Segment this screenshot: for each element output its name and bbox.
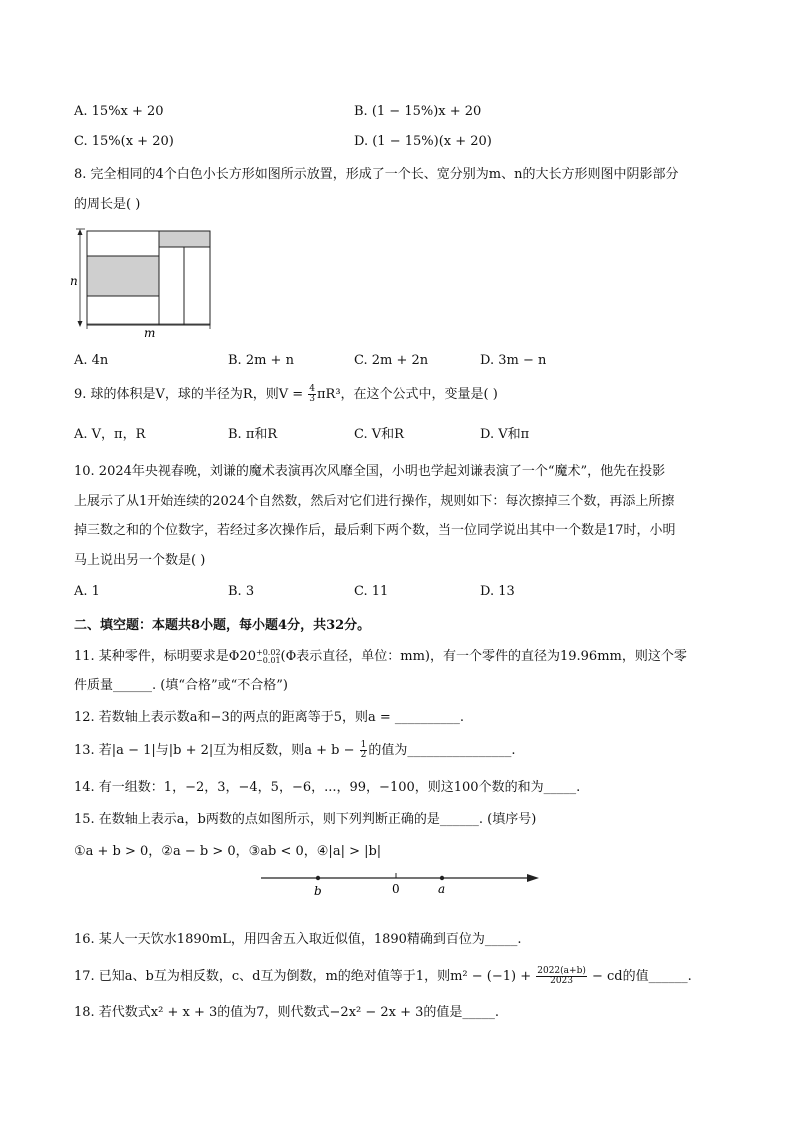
q10-stem-line2: 上展示了从1开始连续的2024个自然数，然后对它们进行操作，规则如下：每次擦掉三个数，再添上所擦 [74,494,675,509]
q15-stem: 15. 在数轴上表示a，b两数的点如图所示，则下列判断正确的是______. (填序号) [74,812,537,827]
q9-stem-pre: 9. 球的体积是V，球的半径为R，则V = [74,387,308,402]
q13-post: 的值为________________. [368,743,516,758]
q17-fraction [536,967,587,986]
q11-tol-up: +0.02 [256,647,281,657]
q17-pre: 17. 已知a、b互为相反数，c、d互为倒数，m的绝对值等于1，则m² − (−1) + [74,969,536,984]
q8-option-a: A. 4n [74,353,109,368]
point-a [440,876,444,880]
q15-number-line [255,866,545,900]
q7-option-a: A. 15%x + 20 [74,104,164,119]
label-b: b [314,884,322,898]
q11-pre: 11. 某种零件，标明要求是Φ20 [74,649,257,664]
q13-pre: 13. 若|a − 1|与|b + 2|互为相反数，则a + b − [74,743,359,758]
q7-option-c: C. 15%(x + 20) [74,134,174,149]
shaded-region-left [87,256,159,296]
q10-stem-line3: 掉三数之和的个位数字，若经过多次操作后，最后剩下两个数，当一位同学说出其中一个数是17时，小明 [74,523,676,538]
q9-frac-den: 3 [309,394,315,404]
q9-fraction [308,385,316,404]
q16-stem: 16. 某人一天饮水1890mL，用四舍五入取近似值，1890精确到百位为_____. [74,932,522,947]
q8-stem-line2: 的周长是( ) [74,197,141,212]
q17-frac-den: 2023 [550,976,573,986]
label-0: 0 [392,882,400,896]
q8-option-b: B. 2m + n [228,353,294,368]
label-a: a [438,882,446,896]
q14-stem: 14. 有一组数：1，−2，3，−4，5，−6，...，99，−100，则这100个数的和为_____. [74,780,581,795]
q10-option-b: B. 3 [228,584,255,599]
q9-stem-post: πR³，在这个公式中，变量是( ) [317,387,498,402]
q10-stem-line1: 10. 2024年央视春晚，刘谦的魔术表演再次风靡全国，小明也学起刘谦表演了一个“魔术”，他先在投影 [74,464,666,479]
q17-frac-num: 2022(a+b) [537,966,586,976]
q13-frac-den: 2 [360,750,367,760]
section-2-title: 二、填空题：本题共8小题，每小题4分，共32分。 [74,618,371,633]
q8-option-c: C. 2m + 2n [354,353,429,368]
q13-fraction [360,741,368,760]
q10-stem-line4: 马上说出另一个数是( ) [74,553,206,568]
q10-option-d: D. 13 [480,584,515,599]
q8-option-d: D. 3m − n [480,353,547,368]
q15-conditions: ①a + b > 0，②a − b > 0，③ab < 0，④|a| > |b| [74,844,382,859]
q9-option-b: B. π和R [228,427,278,442]
q8-stem-line1: 8. 完全相同的4个白色小长方形如图所示放置，形成了一个长、宽分别为m、n的大长方形则图中阴影部分 [74,167,679,182]
n-label: n [70,274,78,288]
q9-option-a: A. V，π，R [74,427,146,442]
q17-post: − cd的值______. [587,969,692,984]
m-label: m [144,326,156,340]
q13-stem [74,741,516,760]
q7-option-d: D. (1 − 15%)(x + 20) [354,134,492,149]
q9-stem [74,385,498,404]
q7-option-b: B. (1 − 15%)x + 20 [354,104,482,119]
q9-frac-num: 4 [309,384,315,394]
q10-option-a: A. 1 [74,584,100,599]
q9-option-c: C. V和R [354,427,404,442]
axis-arrow-icon [527,874,539,882]
q9-option-d: D. V和π [480,427,530,442]
q10-option-c: C. 11 [354,584,389,599]
q18-stem: 18. 若代数式x² + x + 3的值为7，则代数式−2x² − 2x + 3的值是_____. [74,1005,500,1020]
q11-stem-line2: 件质量______. (填“合格”或“不合格”) [74,678,288,693]
q11-tol-down: −0.01 [256,655,281,665]
q17-stem [74,967,692,986]
q11-post: (Φ表示直径，单位：mm)，有一个零件的直径为19.96mm，则这个零 [280,649,687,664]
shaded-region-top [159,231,210,247]
q11-tolerance [256,649,281,665]
q8-rectangle-figure [66,225,220,343]
q13-frac-num: 1 [360,740,367,750]
point-b [316,876,320,880]
q11-stem-line1 [74,648,687,666]
q12-stem: 12. 若数轴上表示数a和−3的两点的距离等于5，则a = __________. [74,710,465,725]
